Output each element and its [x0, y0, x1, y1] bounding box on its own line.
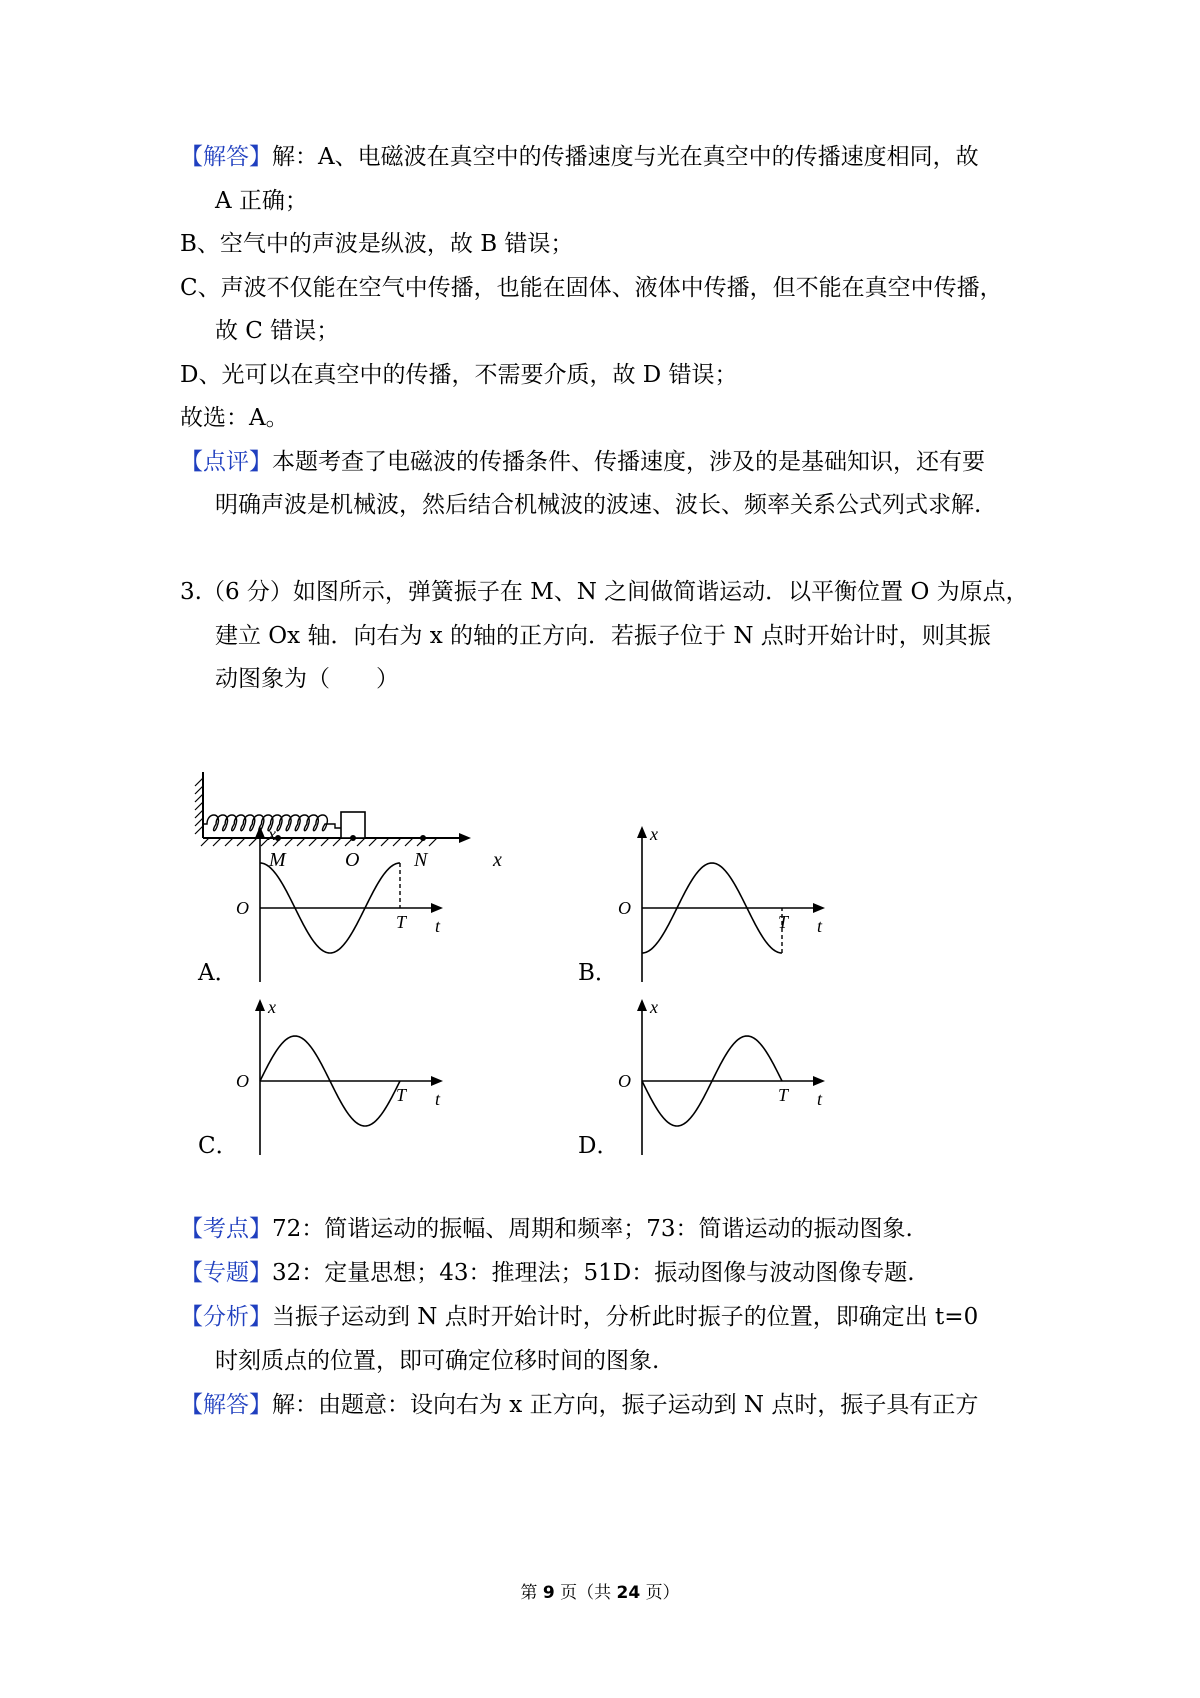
- origin-label: O: [236, 1071, 249, 1091]
- comment-line-1: [180, 447, 1030, 477]
- question-line-1: 3.（6 分）如图所示，弹簧振子在 M、N 之间做简谐运动．以平衡位置 O 为原点，: [180, 579, 1029, 605]
- y-axis-arrow: [255, 826, 265, 838]
- y-axis-arrow: [255, 999, 265, 1011]
- question-line-2: 建立 Ox 轴．向右为 x 的轴的正方向．若振子位于 N 点时开始计时，则其振: [215, 623, 991, 649]
- label-x: x: [493, 849, 502, 871]
- answer-tag: 【解答】: [180, 144, 272, 170]
- comment-tag: 【点评】: [180, 449, 272, 475]
- option-d-graph: [610, 993, 840, 1163]
- period-label: T: [778, 912, 789, 932]
- wall-hatching: [195, 778, 203, 834]
- axis-t-label: t: [435, 916, 441, 936]
- question-line-3: 动图象为（ ）: [215, 666, 399, 692]
- footer-total-pages: 24: [616, 1583, 641, 1603]
- period-label: T: [778, 1085, 789, 1105]
- kaodian-tag: 【考点】: [180, 1216, 272, 1242]
- label-o: O: [345, 849, 360, 871]
- option-b-graph: [610, 820, 840, 990]
- fenxi-text-1: 当振子运动到 N 点时开始计时，分析此时振子的位置，即确定出 t=0: [272, 1304, 979, 1330]
- option-d-label: D．: [578, 1133, 620, 1159]
- zhuanti-line: [180, 1258, 1030, 1288]
- y-axis-arrow: [637, 826, 647, 838]
- page-footer: [0, 1582, 1200, 1604]
- fenxi-tag: 【分析】: [180, 1304, 272, 1330]
- footer-prefix: 第: [520, 1583, 538, 1603]
- comment-text-1: 本题考查了电磁波的传播条件、传播速度，涉及的是基础知识，还有要: [272, 449, 985, 475]
- label-m: M: [269, 849, 286, 871]
- kaodian-text: 72：简谐运动的振幅、周期和频率；73：简谐运动的振动图象.: [272, 1216, 913, 1242]
- axis-x-label: x: [650, 824, 658, 844]
- footer-middle: 页（共: [560, 1583, 612, 1603]
- answer-line-6: D、光可以在真空中的传播，不需要介质，故 D 错误；: [180, 362, 738, 388]
- x-axis-arrow: [459, 833, 471, 843]
- axis-t-label: t: [435, 1089, 441, 1109]
- zhuanti-tag: 【专题】: [180, 1260, 272, 1286]
- answer2-text-1: 解：由题意：设向右为 x 正方向，振子运动到 N 点时，振子具有正方: [272, 1392, 979, 1418]
- axis-t-label: t: [817, 1089, 823, 1109]
- answer-line-1: [180, 142, 1030, 172]
- origin-label: O: [236, 898, 249, 918]
- option-b-label: B．: [578, 960, 618, 986]
- answer-line-2: A 正确；: [215, 188, 308, 214]
- kaodian-line: [180, 1214, 1030, 1244]
- option-c-graph: [228, 993, 458, 1163]
- answer-line-7: 故选：A。: [180, 405, 289, 431]
- label-n: N: [414, 849, 428, 871]
- axis-x-label: x: [268, 997, 276, 1017]
- answer-line-4: C、声波不仅能在空气中传播，也能在固体、液体中传播，但不能在真空中传播，: [180, 275, 1003, 301]
- t-axis-arrow: [431, 903, 443, 913]
- t-axis-arrow: [431, 1076, 443, 1086]
- fenxi-line-1: [180, 1302, 1030, 1332]
- fenxi-line-2: 时刻质点的位置，即可确定位移时间的图象.: [215, 1348, 660, 1374]
- zhuanti-text: 32：定量思想；43：推理法；51D：振动图像与波动图像专题.: [272, 1260, 915, 1286]
- answer-line-3: B、空气中的声波是纵波，故 B 错误；: [180, 231, 574, 257]
- footer-page-number: 9: [542, 1583, 555, 1603]
- answer2-tag: 【解答】: [180, 1392, 272, 1418]
- period-label: T: [396, 912, 407, 932]
- axis-x-label: x: [268, 824, 276, 844]
- answer2-line-1: [180, 1390, 1030, 1420]
- answer-line-5: 故 C 错误；: [215, 318, 340, 344]
- option-c-label: C．: [198, 1133, 239, 1159]
- axis-x-label: x: [650, 997, 658, 1017]
- answer-text-1: 解：A、电磁波在真空中的传播速度与光在真空中的传播速度相同，故: [272, 144, 979, 170]
- origin-label: O: [618, 1071, 631, 1091]
- option-a-label: A．: [198, 960, 238, 986]
- option-a-graph: [228, 820, 458, 990]
- t-axis-arrow: [813, 1076, 825, 1086]
- origin-label: O: [618, 898, 631, 918]
- axis-t-label: t: [817, 916, 823, 936]
- t-axis-arrow: [813, 903, 825, 913]
- y-axis-arrow: [637, 999, 647, 1011]
- comment-line-2: 明确声波是机械波，然后结合机械波的波速、波长、频率关系公式列式求解.: [215, 492, 982, 518]
- footer-suffix: 页）: [645, 1583, 680, 1603]
- period-label: T: [396, 1085, 407, 1105]
